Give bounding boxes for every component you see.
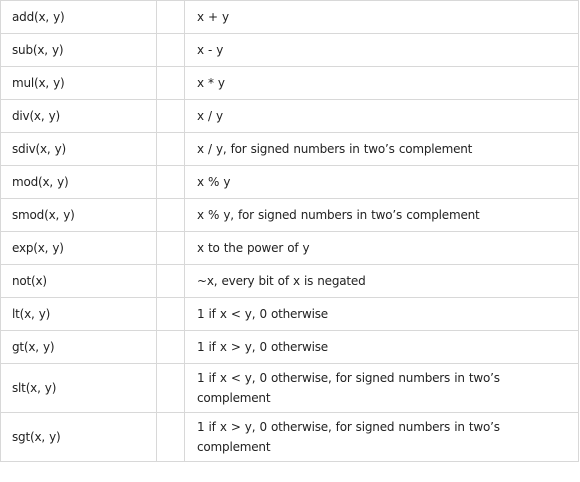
empty-cell xyxy=(157,298,185,331)
table-row xyxy=(1,133,579,166)
table-row xyxy=(1,232,579,265)
function-cell: gt(x, y) xyxy=(1,331,157,364)
function-cell: not(x) xyxy=(1,265,157,298)
empty-cell xyxy=(157,199,185,232)
function-cell: mod(x, y) xyxy=(1,166,157,199)
table-row xyxy=(1,265,579,298)
function-cell: mul(x, y) xyxy=(1,67,157,100)
empty-cell xyxy=(157,166,185,199)
description-cell: x - y xyxy=(185,34,579,67)
description-cell: 1 if x < y, 0 otherwise xyxy=(185,298,579,331)
description-cell: x to the power of y xyxy=(185,232,579,265)
function-cell: slt(x, y) xyxy=(1,364,157,413)
empty-cell xyxy=(157,331,185,364)
function-cell: sgt(x, y) xyxy=(1,413,157,462)
empty-cell xyxy=(157,133,185,166)
description-cell: 1 if x > y, 0 otherwise, for signed numbers in two’s complement xyxy=(185,413,579,462)
function-cell: add(x, y) xyxy=(1,1,157,34)
function-cell: sub(x, y) xyxy=(1,34,157,67)
description-cell: x / y, for signed numbers in two’s complement xyxy=(185,133,579,166)
table-row xyxy=(1,331,579,364)
empty-cell xyxy=(157,100,185,133)
empty-cell xyxy=(157,265,185,298)
function-cell: lt(x, y) xyxy=(1,298,157,331)
table-row xyxy=(1,1,579,34)
description-cell: x * y xyxy=(185,67,579,100)
empty-cell xyxy=(157,232,185,265)
empty-cell xyxy=(157,67,185,100)
function-cell: exp(x, y) xyxy=(1,232,157,265)
table-row xyxy=(1,34,579,67)
description-cell: 1 if x < y, 0 otherwise, for signed numbers in two’s complement xyxy=(185,364,579,413)
table-row xyxy=(1,100,579,133)
function-cell: sdiv(x, y) xyxy=(1,133,157,166)
empty-cell xyxy=(157,413,185,462)
description-cell: ~x, every bit of x is negated xyxy=(185,265,579,298)
description-cell: x / y xyxy=(185,100,579,133)
empty-cell xyxy=(157,34,185,67)
empty-cell xyxy=(157,1,185,34)
description-cell: x % y xyxy=(185,166,579,199)
description-cell: x % y, for signed numbers in two’s complement xyxy=(185,199,579,232)
table-row xyxy=(1,199,579,232)
description-cell: 1 if x > y, 0 otherwise xyxy=(185,331,579,364)
description-cell: x + y xyxy=(185,1,579,34)
table-row xyxy=(1,298,579,331)
table-row xyxy=(1,413,579,462)
function-cell: div(x, y) xyxy=(1,100,157,133)
empty-cell xyxy=(157,364,185,413)
table-row xyxy=(1,166,579,199)
table-row xyxy=(1,67,579,100)
function-cell: smod(x, y) xyxy=(1,199,157,232)
table-row xyxy=(1,364,579,413)
